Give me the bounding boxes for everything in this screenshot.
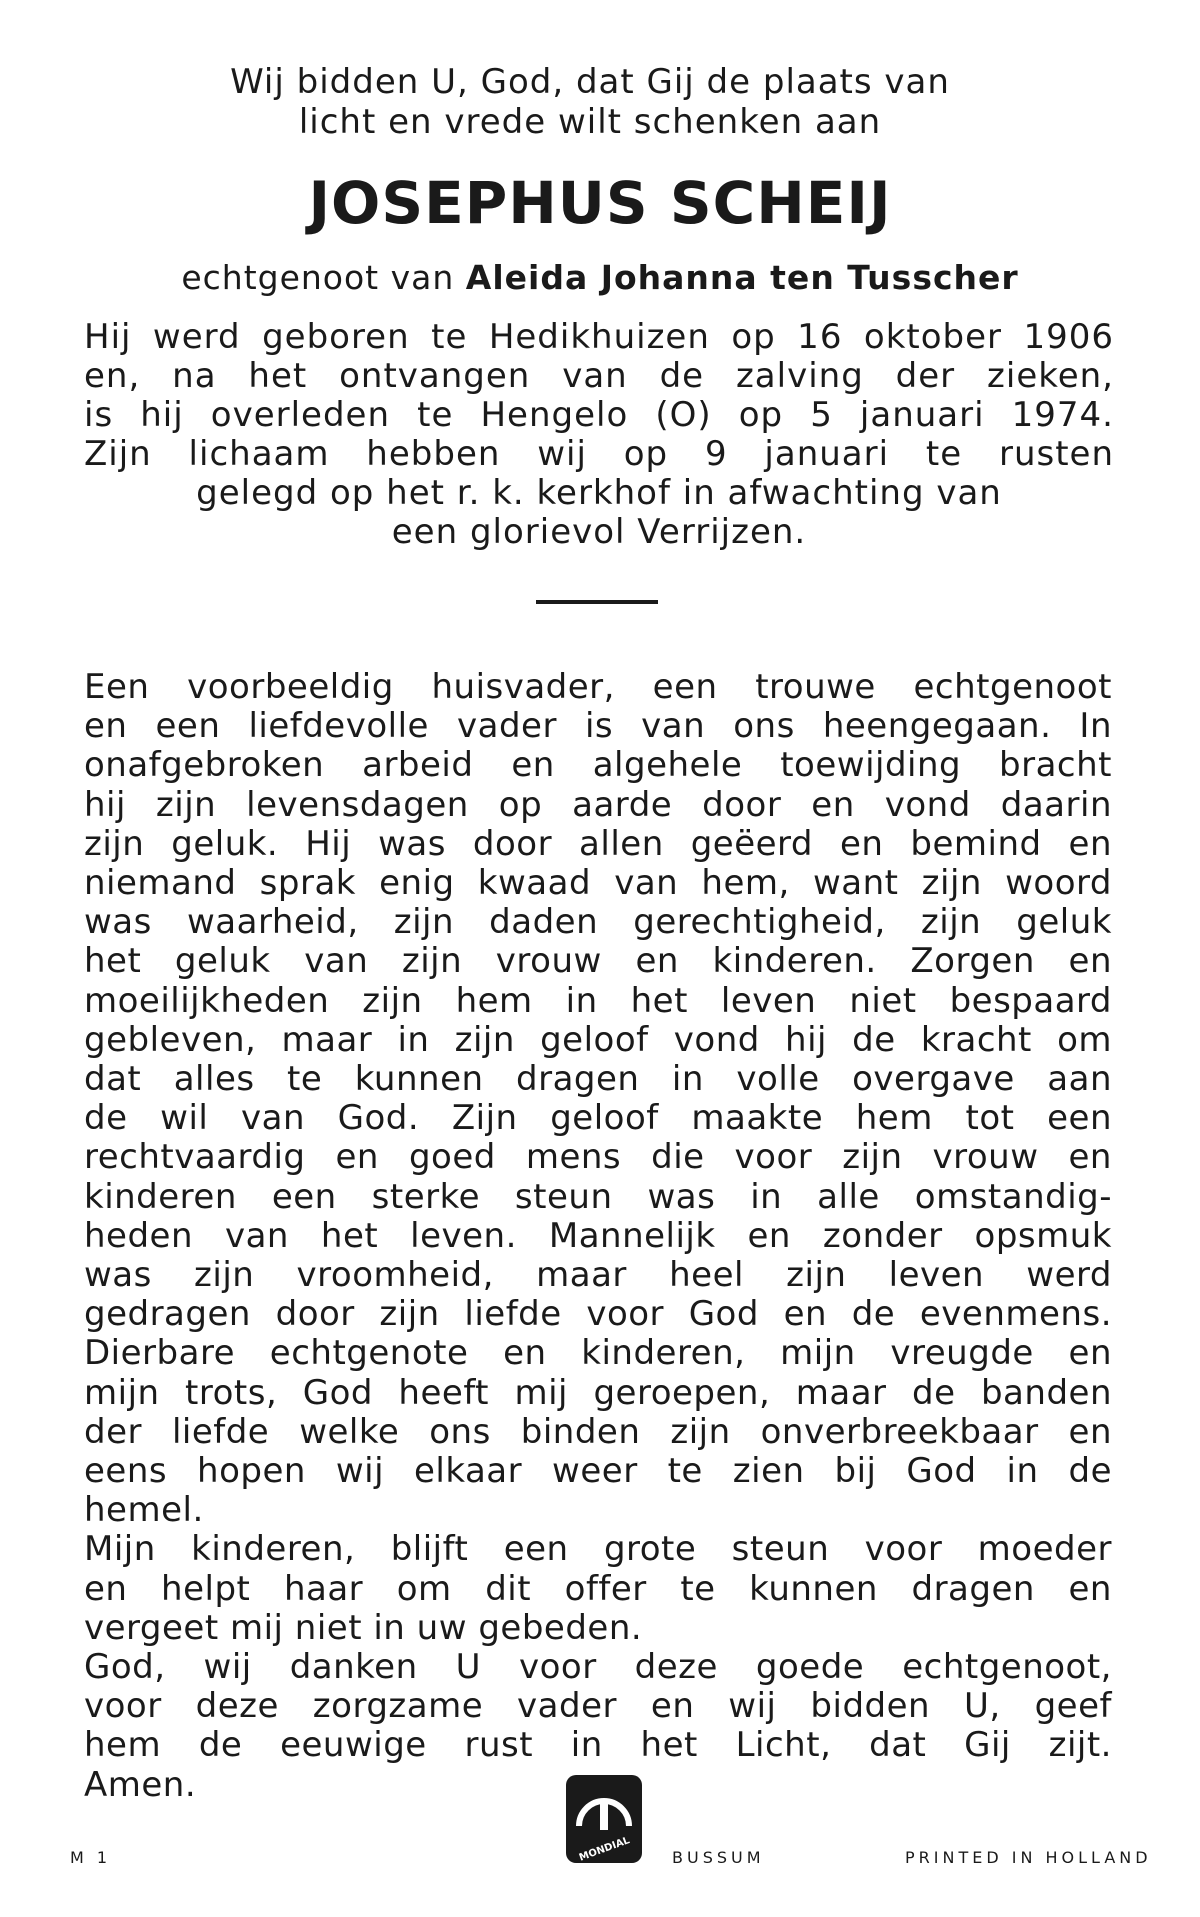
text-line: mijn trots, God heeft mij geroepen, maar de banden (84, 1372, 1112, 1413)
bio-line: gelegd op het r. k. kerkhof in afwachting van (196, 473, 1002, 513)
text-line: vergeet mij niet in uw gebeden. (84, 1607, 643, 1648)
text-line: Dierbare echtgenote en kinderen, mijn vreugde en (84, 1333, 1112, 1374)
text-line: de wil van God. Zijn geloof maakte hem tot een (84, 1098, 1112, 1139)
svg-text:MONDIAL: MONDIAL (577, 1835, 632, 1864)
intro-prayer (140, 62, 1040, 142)
text-line: Mijn kinderen, blijft een grote steun voor moeder (84, 1529, 1112, 1570)
intro-line-1: Wij bidden U, God, dat Gij de plaats van (230, 62, 950, 102)
text-line: onafgebroken arbeid en algehele toewijding bracht (84, 745, 1112, 786)
text-line: hij zijn levensdagen op aarde door en vond daarin (84, 784, 1112, 825)
bio-line: Zijn lichaam hebben wij op 9 januari te rusten (84, 434, 1114, 474)
text-line: voor deze zorgzame vader en wij bidden U, geef (84, 1686, 1112, 1727)
divider-rule (536, 600, 658, 604)
text-line: was waarheid, zijn daden gerechtigheid, zijn geluk (84, 902, 1112, 943)
text-line: kinderen een sterke steun was in alle omstandig- (84, 1176, 1112, 1217)
text-line: eens hopen wij elkaar weer te zien bij God in de (84, 1451, 1112, 1492)
bio-line: en, na het ontvangen van de zalving der zieken, (84, 356, 1114, 396)
text-line: Amen. (84, 1764, 197, 1805)
bio-line: Hij werd geboren te Hedikhuizen op 16 oktober 1906 (84, 317, 1114, 357)
text-line: hem de eeuwige rust in het Licht, dat Gij zijt. (84, 1725, 1112, 1766)
text-line: gebleven, maar in zijn geloof vond hij de kracht om (84, 1019, 1112, 1060)
text-line: der liefde welke ons binden zijn onverbreekbaar en (84, 1411, 1112, 1452)
text-line: en een liefdevolle vader is van ons heengegaan. In (84, 706, 1112, 747)
footer-printed: PRINTED IN HOLLAND (905, 1848, 1152, 1867)
text-line: het geluk van zijn vrouw en kinderen. Zorgen en (84, 941, 1112, 982)
text-line: heden van het leven. Mannelijk en zonder opsmuk (84, 1215, 1112, 1256)
text-line: was zijn vroomheid, maar heel zijn leven werd (84, 1255, 1112, 1296)
text-line: gedragen door zijn liefde voor God en de evenmens. (84, 1294, 1112, 1335)
text-line: Een voorbeeldig huisvader, een trouwe echtgenoot (84, 667, 1112, 707)
text-line: moeilijkheden zijn hem in het leven niet bespaard (84, 980, 1112, 1021)
biography (84, 318, 1114, 552)
text-line: rechtvaardig en goed mens die voor zijn vrouw en (84, 1137, 1112, 1178)
bio-line: een glorievol Verrijzen. (391, 512, 807, 552)
text-line: en helpt haar om dit offer te kunnen dragen en (84, 1568, 1112, 1609)
footer-city: BUSSUM (672, 1848, 765, 1867)
text-line: God, wij danken U voor deze goede echtgenoot, (84, 1647, 1112, 1688)
spouse-prefix: echtgenoot van (181, 258, 455, 297)
text-line: niemand sprak enig kwaad van hem, want zijn woord (84, 863, 1112, 904)
bio-line: is hij overleden te Hengelo (O) op 5 januari 1974. (84, 395, 1114, 435)
text-line: zijn geluk. Hij was door allen geëerd en bemind en (84, 823, 1112, 864)
text-line: hemel. (84, 1490, 204, 1531)
spouse-name: Aleida Johanna ten Tusscher (465, 258, 1019, 297)
text-line: dat alles te kunnen dragen in volle overgave aan (84, 1059, 1112, 1100)
mondial-logo-icon (565, 1774, 643, 1864)
intro-line-2: licht en vrede wilt schenken aan (298, 102, 882, 142)
footer-code: M 1 (70, 1848, 112, 1867)
memorial-text (84, 668, 1112, 1805)
spouse-line (90, 258, 1110, 298)
deceased-name: JOSEPHUS SCHEIJ (308, 169, 892, 237)
